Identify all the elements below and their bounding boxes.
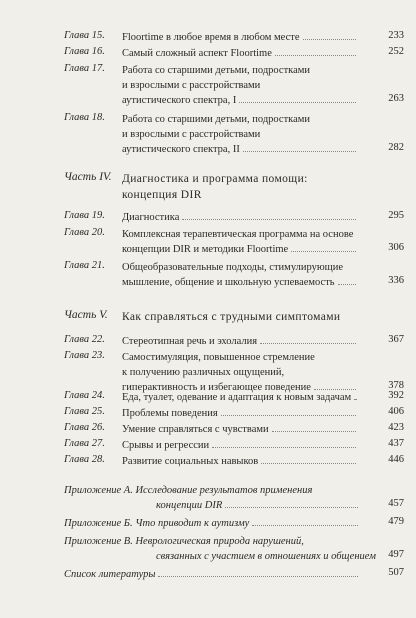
page-number: 497 xyxy=(388,549,404,560)
chapter-title-text: Самый сложный аспект Floortime xyxy=(122,48,272,59)
page-number: 507 xyxy=(388,567,404,578)
chapter-title-line: к получению различных ощущений, xyxy=(122,367,285,378)
appendix-title-line xyxy=(156,549,376,564)
chapter-label: Глава 21. xyxy=(64,260,105,271)
chapter-title-line: Общеобразовательные подходы, стимулирующие xyxy=(122,262,344,273)
chapter-label: Глава 18. xyxy=(64,112,105,123)
chapter-title-line: и взрослыми с расстройствами xyxy=(122,129,261,140)
dot-leader xyxy=(239,102,356,103)
chapter-title-text: Стереотипная речь и эхолалия xyxy=(122,336,258,347)
appendix-title-text: концепции DIR xyxy=(156,500,223,511)
page-number: 437 xyxy=(388,438,404,449)
chapter-title-text: Срывы и регрессии xyxy=(122,440,210,451)
chapter-title xyxy=(122,260,358,290)
chapter-label: Глава 23. xyxy=(64,350,105,361)
page-number: 423 xyxy=(388,422,404,433)
dot-leader xyxy=(338,284,356,285)
chapter-title-line xyxy=(122,142,358,157)
chapter-title-line xyxy=(122,46,358,61)
dot-leader xyxy=(252,525,358,526)
appendix-title-line: Приложение В. Неврологическая природа нарушений, xyxy=(64,536,304,547)
dot-leader xyxy=(291,251,356,252)
dot-leader xyxy=(212,447,356,448)
chapter-title-line: Работа со старшими детьми, подростками xyxy=(122,65,311,76)
dot-leader xyxy=(225,507,358,508)
appendix-title xyxy=(64,567,360,582)
chapter-label: Глава 16. xyxy=(64,46,105,57)
chapter-title xyxy=(122,112,358,157)
chapter-title xyxy=(122,63,358,108)
part-label: Часть V. xyxy=(64,309,108,321)
page-number: 336 xyxy=(388,275,404,286)
page-number: 263 xyxy=(388,93,404,104)
dot-leader xyxy=(303,39,357,40)
page-number: 282 xyxy=(388,142,404,153)
appendix-title-line: Приложение А. Исследование результатов применения xyxy=(64,485,313,496)
part-title-line: Диагностика и программа помощи: xyxy=(122,173,308,185)
chapter-title xyxy=(122,390,358,405)
chapter-title-line xyxy=(122,275,358,290)
chapter-label: Глава 15. xyxy=(64,30,105,41)
part-title xyxy=(122,171,382,203)
part-label: Часть IV. xyxy=(64,171,112,183)
chapter-title xyxy=(122,454,358,469)
chapter-title-line xyxy=(122,406,358,421)
chapter-label: Глава 26. xyxy=(64,422,105,433)
chapter-title-line xyxy=(122,334,358,349)
chapter-title-line xyxy=(122,438,358,453)
chapter-title-text: аутистического спектра, I xyxy=(122,95,237,106)
chapter-label: Глава 24. xyxy=(64,390,105,401)
appendix-title xyxy=(64,516,360,531)
appendix-title-line xyxy=(64,516,360,531)
dot-leader xyxy=(272,431,356,432)
appendix-title-line xyxy=(156,498,360,513)
chapter-title-text: Floortime в любое время в любом месте xyxy=(122,32,300,43)
chapter-title-line: Работа со старшими детьми, подростками xyxy=(122,114,311,125)
chapter-title xyxy=(122,46,358,61)
chapter-title xyxy=(122,422,358,437)
page-number: 367 xyxy=(388,334,404,345)
page-number: 479 xyxy=(388,516,404,527)
dot-leader xyxy=(182,219,356,220)
chapter-title xyxy=(122,210,358,225)
chapter-title xyxy=(122,406,358,421)
appendix-title xyxy=(64,483,360,513)
chapter-title-text: Развитие социальных навыков xyxy=(122,456,259,467)
chapter-title-line xyxy=(122,422,358,437)
chapter-label: Глава 22. xyxy=(64,334,105,345)
page-number: 233 xyxy=(388,30,404,41)
chapter-title-line xyxy=(122,454,358,469)
chapter-label: Глава 28. xyxy=(64,454,105,465)
page-number: 306 xyxy=(388,242,404,253)
chapter-title-line xyxy=(122,93,358,108)
chapter-label: Глава 20. xyxy=(64,227,105,238)
page-number: 392 xyxy=(388,390,404,401)
chapter-title-line xyxy=(122,390,358,405)
chapter-label: Глава 19. xyxy=(64,210,105,221)
chapter-title-text: концепции DIR и методики Floortime xyxy=(122,244,289,255)
chapter-title-line: Самостимуляция, повышенное стремление xyxy=(122,352,315,363)
part-title-line: концепция DIR xyxy=(122,189,202,201)
chapter-title xyxy=(122,227,358,257)
part-title xyxy=(122,309,382,325)
chapter-title-line xyxy=(122,242,358,257)
chapter-title-line xyxy=(122,30,358,45)
page-number: 457 xyxy=(388,498,404,509)
appendix-title-line xyxy=(64,567,360,582)
chapter-title-line xyxy=(122,210,358,225)
page-number: 378 xyxy=(388,380,404,391)
chapter-title-text: Умение справляться с чувствами xyxy=(122,424,269,435)
chapter-title-text: аутистического спектра, II xyxy=(122,144,240,155)
dot-leader xyxy=(260,343,356,344)
chapter-title xyxy=(122,438,358,453)
dot-leader xyxy=(243,151,356,152)
chapter-label: Глава 25. xyxy=(64,406,105,417)
page-number: 295 xyxy=(388,210,404,221)
page-number: 406 xyxy=(388,406,404,417)
chapter-label: Глава 17. xyxy=(64,63,105,74)
page-number: 446 xyxy=(388,454,404,465)
dot-leader xyxy=(221,415,356,416)
chapter-title-text: Диагностика xyxy=(122,212,180,223)
chapter-title xyxy=(122,350,358,395)
dot-leader xyxy=(275,55,356,56)
dot-leader xyxy=(354,399,356,400)
appendix-title-text: связанных с участием в отношениях и общением xyxy=(156,551,376,562)
appendix-title-text: Список литературы xyxy=(64,569,156,580)
chapter-title-text: Проблемы поведения xyxy=(122,408,218,419)
appendix-title xyxy=(64,534,376,564)
page-number: 252 xyxy=(388,46,404,57)
chapter-title-line: и взрослыми с расстройствами xyxy=(122,80,261,91)
part-title-line: Как справляться с трудными симптомами xyxy=(122,311,341,323)
chapter-title-text: гиперактивность и избегающее поведение xyxy=(122,382,311,393)
chapter-title-line: Комплексная терапевтическая программа на основе xyxy=(122,229,354,240)
chapter-title-text: Еда, туалет, одевание и адаптация к новым задачам xyxy=(122,392,352,403)
chapter-title xyxy=(122,334,358,349)
chapter-label: Глава 27. xyxy=(64,438,105,449)
chapter-title-text: мышление, общение и школьную успеваемость xyxy=(122,277,335,288)
appendix-title-text: Приложение Б. Что приводит к аутизму xyxy=(64,518,250,529)
dot-leader xyxy=(261,463,356,464)
chapter-title xyxy=(122,30,358,45)
dot-leader xyxy=(158,576,358,577)
